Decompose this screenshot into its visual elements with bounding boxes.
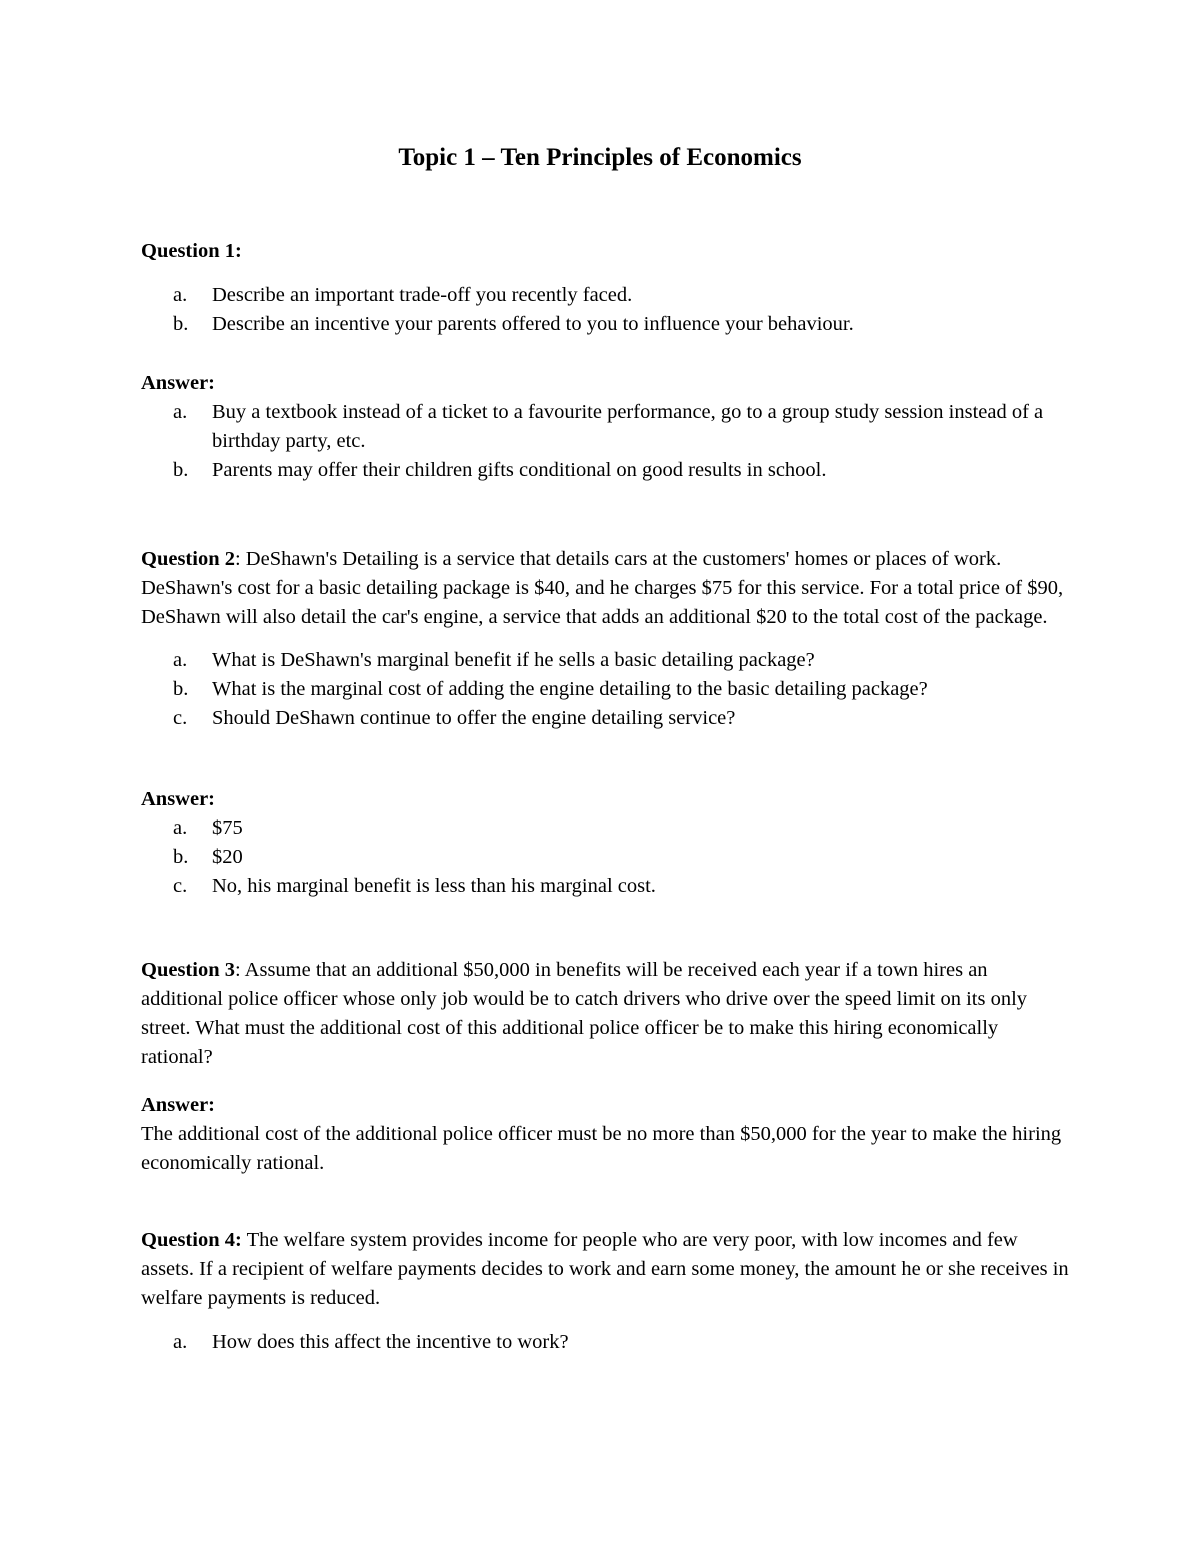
answer-2-block (141, 785, 1071, 901)
question-4-text: The welfare system provides income for people who are very poor, with low incomes and few assets. If a recipient of welfare payments decides to work and earn some money, the amount he or she receives in welfare payments is reduced. (141, 1229, 1069, 1309)
question-3-text: : Assume that an additional $50,000 in benefits will be received each year if a town hires an additional police officer whose only job would be to catch drivers who drive over the speed limit on its only street. What must the additional cost of this additional police officer be to make this hiring economically rational? (141, 959, 1028, 1068)
question-1-list (141, 281, 1071, 339)
list-item (141, 310, 1071, 339)
answer-1-block (141, 369, 1071, 485)
list-marker: a. (173, 284, 188, 306)
question-3-heading: Question 3 (141, 959, 235, 981)
list-marker: b. (173, 313, 189, 335)
list-item-text: How does this affect the incentive to work? (212, 1331, 569, 1353)
list-item (141, 456, 1071, 485)
question-2-block (141, 545, 1071, 733)
list-marker: a. (173, 401, 188, 423)
question-4-paragraph (141, 1226, 1071, 1313)
question-4-block (141, 1226, 1071, 1357)
list-item (141, 872, 1071, 901)
question-1-heading: Question 1: (141, 240, 242, 262)
list-marker: a. (173, 1331, 188, 1353)
question-3-block (141, 956, 1071, 1072)
list-item-text: What is the marginal cost of adding the engine detailing to the basic detailing package? (212, 678, 928, 700)
list-item (141, 814, 1071, 843)
page-title: Topic 1 – Ten Principles of Economics (398, 144, 802, 171)
list-marker: b. (173, 846, 189, 868)
list-item (141, 281, 1071, 310)
list-item (141, 398, 1071, 456)
list-item-text: Should DeShawn continue to offer the engine detailing service? (212, 707, 736, 729)
question-2-paragraph (141, 545, 1071, 632)
list-marker: a. (173, 649, 188, 671)
list-marker: c. (173, 875, 188, 897)
list-item-text: Buy a textbook instead of a ticket to a favourite performance, go to a group study session instead of a birthday party, etc. (212, 401, 1044, 452)
question-4-list (141, 1328, 1071, 1357)
answer-2-list (141, 814, 1071, 901)
list-item-text: $75 (212, 817, 243, 839)
list-item (141, 675, 1071, 704)
list-item-text: Parents may offer their children gifts conditional on good results in school. (212, 459, 827, 481)
list-item-text: Describe an important trade-off you recently faced. (212, 284, 633, 306)
list-item-text: What is DeShawn's marginal benefit if he sells a basic detailing package? (212, 649, 815, 671)
answer-1-list (141, 398, 1071, 485)
question-3-paragraph (141, 956, 1071, 1072)
list-item (141, 704, 1071, 733)
answer-2-heading: Answer: (141, 788, 216, 810)
answer-1-heading: Answer: (141, 372, 216, 394)
question-2-list (141, 646, 1071, 733)
question-4-heading: Question 4: (141, 1229, 242, 1251)
question-1-block (141, 237, 1071, 339)
list-marker: b. (173, 678, 189, 700)
list-marker: b. (173, 459, 189, 481)
answer-3-text: The additional cost of the additional police officer must be no more than $50,000 for the year to make the hiring economically rational. (141, 1123, 1062, 1174)
list-item-text: Describe an incentive your parents offered to you to influence your behaviour. (212, 313, 854, 335)
list-marker: c. (173, 707, 188, 729)
list-item-text: No, his marginal benefit is less than his marginal cost. (212, 875, 656, 897)
list-item (141, 1328, 1071, 1357)
list-item (141, 646, 1071, 675)
answer-3-heading: Answer: (141, 1094, 216, 1116)
answer-3-block (141, 1091, 1071, 1178)
list-item-text: $20 (212, 846, 243, 868)
list-item (141, 843, 1071, 872)
question-2-heading: Question 2 (141, 548, 235, 570)
question-2-text: : DeShawn's Detailing is a service that details cars at the customers' homes or places of work. DeShawn's cost for a basic detailing package is $40, and he charges $75 for this service. For a total price of $90, DeShawn will also detail the car's engine, a service that adds an additional $20 to the total cost of the package. (141, 548, 1064, 628)
list-marker: a. (173, 817, 188, 839)
